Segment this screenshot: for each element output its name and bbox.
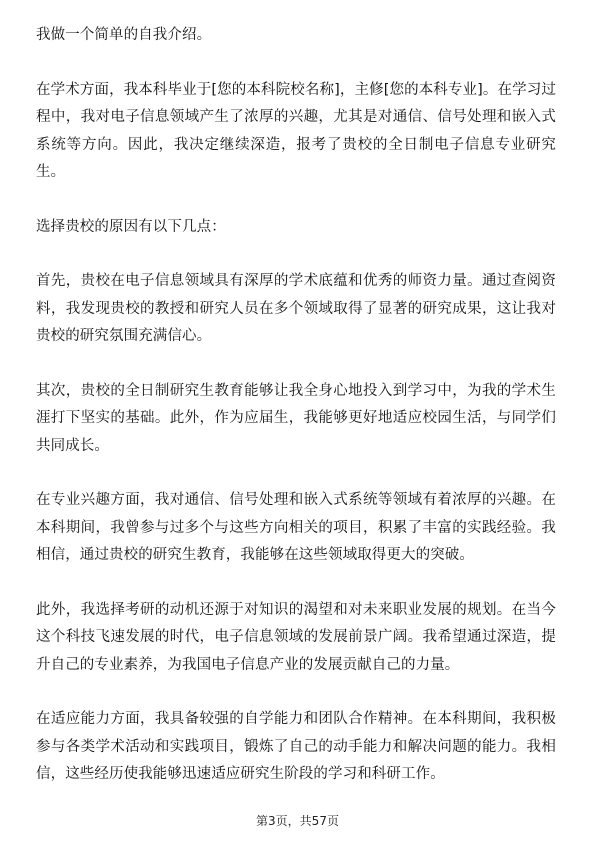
- paragraph-intro: 我做一个简单的自我介绍。: [36, 27, 212, 43]
- paragraph-academic: 在学术方面，我本科毕业于[您的本科院校名称]，主修[您的本科专业]。在学习过程中，我对电子信息领域产生了浓厚的兴趣，尤其是对通信、信号处理和嵌入式系统等方向。因此，我决定继续深造，报考了贵校的全日制电子信息专业研究生。: [36, 81, 556, 180]
- paragraph-motivation: 此外，我选择考研的动机还源于对知识的渴望和对未来职业发展的规划。在当今这个科技飞速发展的时代，电子信息领域的发展前景广阔。我希望通过深造，提升自己的专业素养，为我国电子信息产业的发展贡献自己的力量。: [36, 601, 556, 673]
- page-number: 第3页，共57页: [256, 814, 339, 828]
- paragraph-second-reason: 其次，贵校的全日制研究生教育能够让我全身心地投入到学习中，为我的学术生涯打下坚实的基础。此外，作为应届生，我能够更好地适应校园生活，与同学们共同成长。: [36, 382, 556, 454]
- paragraph-adaptability: 在适应能力方面，我具备较强的自学能力和团队合作精神。在本科期间，我积极参与各类学术活动和实践项目，锻炼了自己的动手能力和解决问题的能力。我相信，这些经历使我能够迅速适应研究生阶段的学习和科研工作。: [36, 711, 556, 782]
- document-body: [36, 22, 556, 816]
- paragraph-reasons-heading: 选择贵校的原因有以下几点：: [36, 218, 226, 235]
- paragraph-professional-interest: 在专业兴趣方面，我对通信、信号处理和嵌入式系统等领域有着浓厚的兴趣。在本科期间，我曾参与过多个与这些方向相关的项目，积累了丰富的实践经验。我相信，通过贵校的研究生教育，我能够在这些领域取得更大的突破。: [36, 492, 556, 563]
- paragraph-first-reason: 首先，贵校在电子信息领域具有深厚的学术底蕴和优秀的师资力量。通过查阅资料，我发现贵校的教授和研究人员在多个领域取得了显著的研究成果，这让我对贵校的研究氛围充满信心。: [36, 273, 556, 344]
